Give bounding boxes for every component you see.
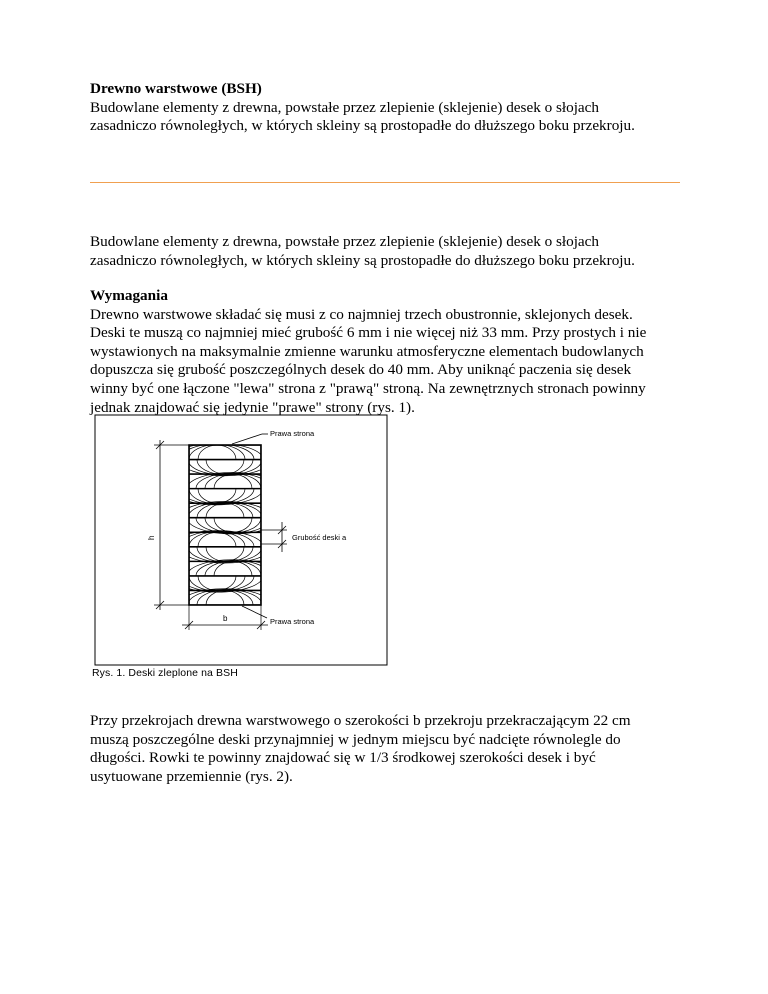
horizontal-divider [90,182,680,183]
figure-glulam-boards [92,412,392,692]
paragraph-line: jednak znajdować się jedynie "prawe" strony (rys. 1). [90,398,415,416]
notching-section [90,712,700,786]
label-b: b [223,614,228,623]
requirements-section [90,287,700,417]
paragraph-line: wystawionych na maksymalnie zmienne warunku atmosferyczne elementach budowlanych [90,342,644,360]
paragraph-line: zasadniczo równoległych, w których skleiny są prostopadłe do dłuższego boku przekroju. [90,117,635,135]
section-title: Drewno warstwowe (BSH) [90,80,262,97]
label-board-thickness: Grubość deski a [292,533,347,542]
paragraph-line: zasadniczo równoległych, w których skleiny są prostopadłe do dłuższego boku przekroju. [90,251,635,269]
paragraph-line: winny być one łączone "lewa" strona z "prawą" stroną. Na zewnętrznych stronach powinny [90,379,646,397]
label-bottom-face: Prawa strona [270,617,315,626]
definition-section [90,233,700,270]
label-h: h [147,535,156,540]
paragraph-line: długości. Rowki te powinny znajdować się w 1/3 środkowej szerokości desek i być [90,749,596,767]
section-title: Wymagania [90,287,168,304]
paragraph-line: Drewno warstwowe składać się musi z co najmniej trzech obustronnie, sklejonych desek. [90,305,633,323]
paragraph-line: muszą poszczególne deski przynajmniej w jednym miejscu być nadcięte równolegle do [90,730,621,748]
paragraph-line: Budowlane elementy z drewna, powstałe przez zlepienie (sklejenie) desek o słojach [90,233,599,250]
label-top-face: Prawa strona [270,429,315,438]
board-stack [171,443,279,605]
paragraph-line: dopuszcza się grubość poszczególnych desek do 40 mm. Aby uniknąć paczenia się desek [90,361,632,379]
intro-section [90,80,700,136]
paragraph-line: Przy przekrojach drewna warstwowego o szerokości b przekroju przekraczającym 22 cm [90,712,631,729]
figure-drawing [92,412,392,692]
paragraph-line: Budowlane elementy z drewna, powstałe przez zlepienie (sklejenie) desek o słojach [90,98,599,116]
top-label-leader [232,434,262,444]
paragraph-line: Deski te muszą co najmniej mieć grubość 6 mm i nie więcej niż 33 mm. Przy prostych i nie [90,324,647,342]
figure-caption: Rys. 1. Deski zleplone na BSH [92,667,238,679]
bottom-label-leader [242,606,267,618]
paragraph-line: usytuowane przemiennie (rys. 2). [90,767,293,785]
